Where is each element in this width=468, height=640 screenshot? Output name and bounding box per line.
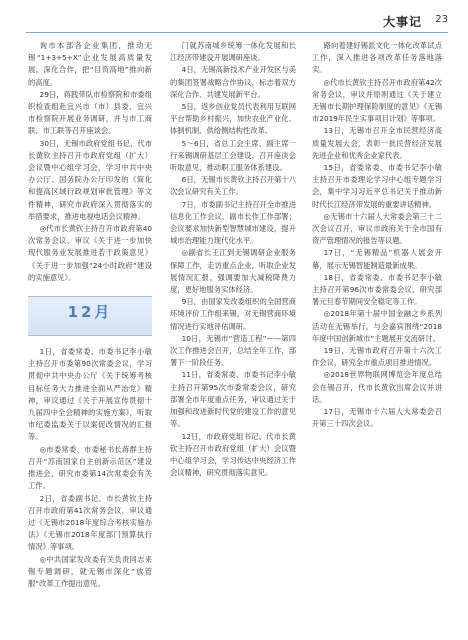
paragraph: ◎市委常委、市委秘书长蒋群主持召开“苏南国家自主创新示范区”建设推进会，研究市委第14次常委会有关工作。 [28,444,152,491]
paragraph: 询市本部各企业集团，推动无锡“1+3+5+X”企业发展高质量发展，深化合作，把“目资高地”推向新的高度。 [28,41,152,87]
section-title: 大事记 [382,15,422,29]
paragraph: 11日，省委常委、市委书记李小敏主持召开第95次市委常委会议，研究部署全市年度重点任务，审议通过关于加强和改进新时代党的建设工作的意见等。 [170,370,296,429]
paragraph: ◎副省长王江到无锡调研企业服务保障工作，走访重点企业，听取企业发展情况汇报，强调要加大减税降费力度，更好地服务实体经济。 [170,248,296,295]
column-1 [28,40,152,626]
paragraph: ◎代市长黄钦主持召开市政府第40次常务会议，审议《关于进一步加快现代服务业发展推进若干政策意见》《关于进一步加强“24小时政府”建设的实施意见》。 [28,224,152,282]
paragraph: 5～6日，省总工会主席、副主席一行来锡调研基层工会建设，召开座谈会听取意见，推动职工服务体系建设。 [170,138,296,173]
paragraph: 10日，无锡市“营造工程”——第四次工作推进会召开，总结全年工作，部署下一阶段任务。 [170,333,296,368]
paragraph: 1日，省委常委、市委书记李小敏主持召开市委第90次常委会议，学习贯彻中共中央办公厅《关于统筹考核目标任务大力推进全面从严治党》精神，审议通过《关于开展宣传贯彻十九届四中全会精神的实施方案》，听取市纪委监委关于以案促改情况的汇报等。 [28,347,152,442]
paragraph: 18日，省委常委、市委书记李小敏主持召开第96次市委常委会议，研究部署元旦春节期间安全稳定等工作。 [312,272,442,307]
paragraph: 路向着建好锡派文化一体化改革试点工作，深入推进各项改革任务落地落实。 [312,41,442,75]
column-3 [312,40,442,626]
header-rule [26,32,448,33]
paragraph: ◎中共国家发改委有关负责同志来锡专题调研，就无锡市深化“放管服”改革工作提出意见。 [28,554,152,588]
paragraph: ◎2018年第十届中国金融之乡系列活动在无锡举行，与会嘉宾围绕“2018年度中国创新城市”主题展开交流研讨。 [312,309,442,343]
paragraph: ◎无锡市十六届人大常委会第三十二次会议召开，审议市政府关于全市国有资产管理情况的报告等议题。 [312,211,442,246]
paragraph: 29日，蒋践带队市检察院和市委组织检查组赴宜兴市（市）县委、宜兴市检察院开展业务调研，并与市工商联、市工联等召开座谈会。 [28,89,152,136]
page-header [0,0,468,34]
paragraph: 19日，无锡市政府召开第十六次工作会议，研究全市重点项目推进情况。 [312,346,442,368]
paragraph: 7日，市委副书记主持召开全市推进信息化工作会议，副市长作工作部署；会议要求加快新型智慧城市建设，提升城市治理能力现代化水平。 [170,199,296,246]
paragraph: 12日，市政府党组书记、代市长黄钦主持召开市政府党组（扩大）会议暨中心组学习会，学习传达中央经济工作会议精神，研究贯彻落实意见。 [170,431,296,478]
paragraph: ◎代市长黄钦主持召开市政府第42次常务会议，审议并原则通过《关于建立无锡市长期护理保险制度的意见》《无锡市2019年民生实事项目计划》等事项。 [312,77,442,124]
paragraph: 5日，返乡创业党员代表利用互联网平台帮助乡村振兴，加快农业产业化、体制机制、供给侧结构性改革。 [170,102,296,136]
paragraph: 15日，省委常委、市委书记李小敏主持召开市委理论学习中心组专题学习会，集中学习习近平总书记关于推动新时代长江经济带发展的重要讲话精神。 [312,163,442,209]
page-number: 23 [435,14,448,25]
paragraph: ◎2018世界物联网博览会年度总结会在锡召开，代市长黄钦出席会议并讲话。 [312,370,442,404]
paragraph: 2日，省委副书记、市长黄钦主持召开市政府第41次常务会议，审议通过《无锡市2018年度综合考核实施办法》《无锡市2018年度部门预算执行情况》等事项。 [28,493,152,552]
paragraph: 4日，无锡高新技术产业开发区与美的集团签署战略合作协议，标志着双方深化合作、共建发展新平台。 [170,65,296,99]
paragraph: 13日，无锡市召开全市民营经济高质量发展大会，表彰一批民营经济发展先进企业和优秀企业家代表。 [312,126,442,160]
month-banner [28,296,152,336]
paragraph: 门就苏南城乡统筹一体化发展和长江经济带建设开展调研座谈。 [170,41,296,63]
paragraph: 9日，由国家发改委组织的全国营商环境评价工作组来锡，对无锡营商环境情况进行实地评估调研。 [170,297,296,331]
paragraph: 17日，“无锡精品”机器人展会开幕，展示无锡智能制造最新成果。 [312,248,442,270]
paragraph: 6日，无锡市长黄钦主持召开第十八次会议研究有关工作。 [170,175,296,197]
paragraph: 17日，无锡市十六届人大常委会召开第三十四次会议。 [312,407,442,429]
month-label: 12月 [67,303,113,322]
paragraph: 30日，无锡市政府党组书记、代市长黄钦主持召开市政府党组（扩大）会议暨中心组学习会，学习中共中央办公厅、国务院办公厅印发的《简化和提高区域行政规划审批管理》等文件精神，研究市政府深入贯彻落实的举措要求，推进电视电话会议精神。 [28,138,152,221]
column-2 [170,40,296,626]
